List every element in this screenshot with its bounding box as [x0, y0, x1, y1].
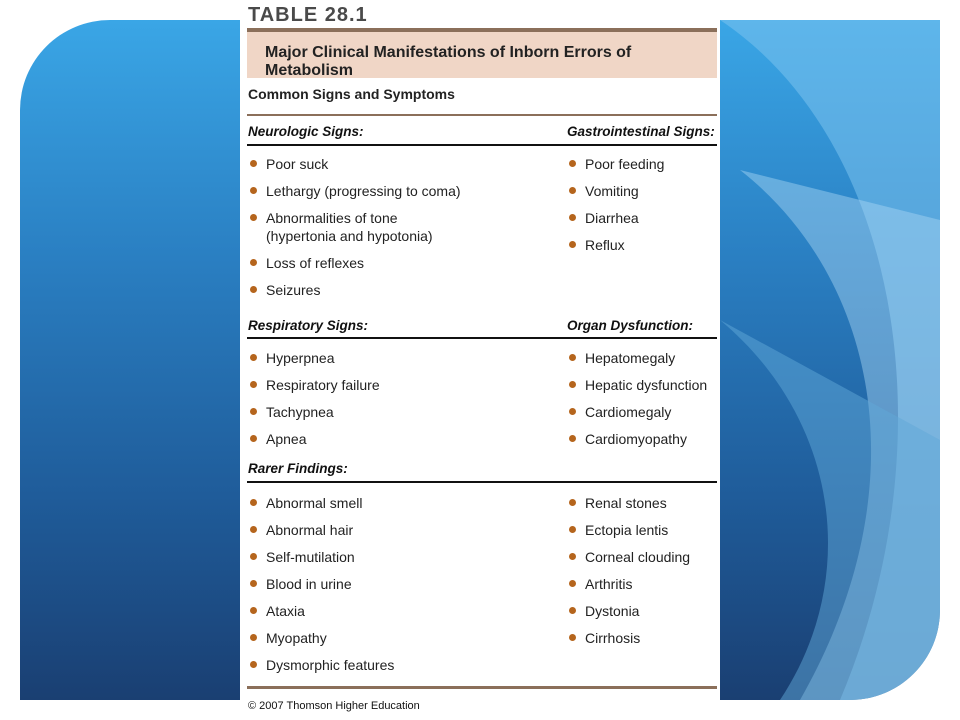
- list-item: Poor feeding: [567, 155, 717, 173]
- list-item: Poor suck: [248, 155, 468, 173]
- list-item: Hyperpnea: [248, 349, 468, 367]
- bullet-icon: [250, 286, 257, 293]
- table-panel: [240, 0, 720, 720]
- bullet-icon: [250, 354, 257, 361]
- list-item: Renal stones: [567, 494, 717, 512]
- section-head-gastrointestinal: Gastrointestinal Signs:: [567, 124, 715, 139]
- bullet-icon: [250, 580, 257, 587]
- bullet-icon: [250, 634, 257, 641]
- bottom-divider: [247, 686, 717, 689]
- list-item: Self-mutilation: [248, 548, 468, 566]
- list-item: Tachypnea: [248, 403, 468, 421]
- bullet-icon: [569, 435, 576, 442]
- list-item: Seizures: [248, 281, 468, 299]
- table-title: Major Clinical Manifestations of Inborn Errors of Metabolism: [265, 44, 632, 79]
- list-item: Ectopia lentis: [567, 521, 717, 539]
- bullet-icon: [250, 160, 257, 167]
- title-band: [247, 28, 717, 78]
- list-item: Dysmorphic features: [248, 656, 468, 674]
- bullet-icon: [250, 187, 257, 194]
- list-organ-dysfunction: [567, 349, 717, 457]
- section-head-neurologic: Neurologic Signs:: [248, 124, 364, 139]
- bullet-icon: [569, 553, 576, 560]
- list-rarer-findings-right: [567, 494, 717, 656]
- bullet-icon: [569, 580, 576, 587]
- list-item: Cardiomegaly: [567, 403, 717, 421]
- list-rarer-findings-left: [248, 494, 468, 683]
- bullet-icon: [569, 499, 576, 506]
- table-label: TABLE 28.1: [248, 4, 368, 26]
- list-item: Abnormalities of tone (hypertonia and hypotonia): [248, 209, 468, 245]
- bullet-icon: [250, 408, 257, 415]
- list-item: Ataxia: [248, 602, 468, 620]
- bullet-icon: [250, 661, 257, 668]
- list-item: Vomiting: [567, 182, 717, 200]
- list-item: Dystonia: [567, 602, 717, 620]
- section-head-respiratory: Respiratory Signs:: [248, 318, 369, 333]
- bullet-icon: [250, 499, 257, 506]
- bullet-icon: [569, 526, 576, 533]
- list-gastrointestinal: [567, 155, 717, 263]
- bullet-icon: [569, 607, 576, 614]
- list-item: Diarrhea: [567, 209, 717, 227]
- list-item: Blood in urine: [248, 575, 468, 593]
- list-item: Hepatic dysfunction: [567, 376, 717, 394]
- section-head-organ-dysfunction: Organ Dysfunction:: [567, 318, 694, 333]
- bullet-icon: [250, 526, 257, 533]
- list-item: Apnea: [248, 430, 468, 448]
- bullet-icon: [569, 354, 576, 361]
- bullet-icon: [250, 381, 257, 388]
- list-item: Arthritis: [567, 575, 717, 593]
- bullet-icon: [569, 634, 576, 641]
- copyright-note: © 2007 Thomson Higher Education: [248, 700, 420, 712]
- list-item: Cardiomyopathy: [567, 430, 717, 448]
- divider: [247, 337, 717, 339]
- divider: [247, 114, 717, 116]
- list-item: Respiratory failure: [248, 376, 468, 394]
- list-item: Loss of reflexes: [248, 254, 468, 272]
- bullet-icon: [569, 160, 576, 167]
- list-neurologic: [248, 155, 468, 308]
- list-item: Lethargy (progressing to coma): [248, 182, 468, 200]
- list-item: Abnormal smell: [248, 494, 468, 512]
- bullet-icon: [569, 214, 576, 221]
- list-item: Hepatomegaly: [567, 349, 717, 367]
- section-head-rarer-findings: Rarer Findings:: [248, 461, 348, 476]
- divider: [247, 481, 717, 483]
- bullet-icon: [250, 214, 257, 221]
- list-respiratory: [248, 349, 468, 457]
- divider: [247, 144, 717, 146]
- bullet-icon: [569, 241, 576, 248]
- list-item: Abnormal hair: [248, 521, 468, 539]
- bullet-icon: [250, 607, 257, 614]
- list-item: Reflux: [567, 236, 717, 254]
- list-item: Corneal clouding: [567, 548, 717, 566]
- bullet-icon: [250, 259, 257, 266]
- bullet-icon: [250, 553, 257, 560]
- bullet-icon: [569, 408, 576, 415]
- bullet-icon: [569, 187, 576, 194]
- list-item: Cirrhosis: [567, 629, 717, 647]
- bullet-icon: [250, 435, 257, 442]
- table-subheading: Common Signs and Symptoms: [248, 86, 455, 102]
- bullet-icon: [569, 381, 576, 388]
- list-item: Myopathy: [248, 629, 468, 647]
